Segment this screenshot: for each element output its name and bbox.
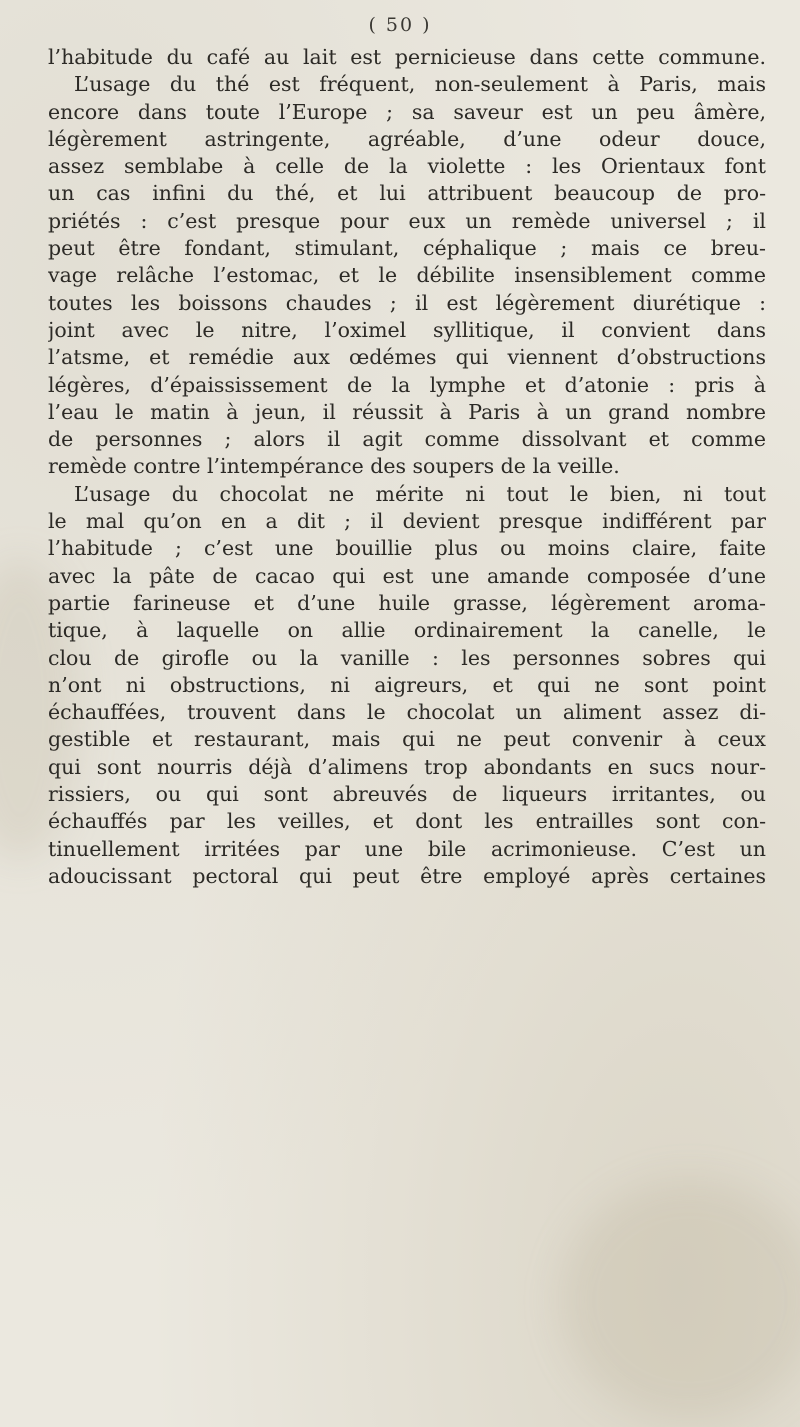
- text-line: vage relâche l’estomac, et le débilite insensiblement comme: [48, 263, 766, 288]
- text-line: l’habitude du café au lait est pernicieuse dans cette commune.: [48, 45, 766, 69]
- paragraph-chocolate: [48, 481, 766, 890]
- text-line: tique, à laquelle on allie ordinairement la canelle, le: [48, 618, 766, 643]
- text-line: échauffées, trouvent dans le chocolat un aliment assez di-: [48, 700, 766, 725]
- text-line: L’usage du thé est fréquent, non-seulement à Paris, mais: [74, 72, 766, 97]
- text-line: rissiers, ou qui sont abreuvés de liqueurs irritantes, ou: [48, 782, 766, 807]
- text-line: légèrement astringente, agréable, d’une odeur douce,: [48, 126, 766, 151]
- text-line: toutes les boissons chaudes ; il est légèrement diurétique :: [48, 290, 766, 315]
- text-line: peut être fondant, stimulant, céphalique ; mais ce breu-: [48, 236, 766, 261]
- text-line: le mal qu’on en a dit ; il devient presque indifférent par: [48, 509, 766, 534]
- text-line: priétés : c’est presque pour eux un remède universel ; il: [48, 208, 766, 233]
- text-line: de personnes ; alors il agit comme dissolvant et comme: [48, 427, 766, 452]
- text-line: l’atsme, et remédie aux œdémes qui viennent d’obstructions: [48, 345, 766, 370]
- body-text: [48, 44, 766, 890]
- text-line: gestible et restaurant, mais qui ne peut convenir à ceux: [48, 727, 766, 752]
- text-line: partie farineuse et d’une huile grasse, légèrement aroma-: [48, 590, 766, 615]
- text-line: remède contre l’intempérance des soupers de la veille.: [48, 454, 620, 479]
- text-line: l’eau le matin à jeun, il réussit à Paris à un grand nombre: [48, 399, 766, 424]
- page-number: ( 50 ): [368, 14, 432, 36]
- text-line: L’usage du chocolat ne mérite ni tout le bien, ni tout: [74, 481, 766, 506]
- text-line: encore dans toute l’Europe ; sa saveur est un peu âmère,: [48, 99, 766, 124]
- text-line: tinuellement irritées par une bile acrimonieuse. C’est un: [48, 836, 766, 861]
- text-line: légères, d’épaississement de la lymphe et d’atonie : pris à: [48, 372, 766, 397]
- text-line: assez semblabe à celle de la violette : les Orientaux font: [48, 154, 766, 179]
- text-line: qui sont nourris déjà d’alimens trop abondants en sucs nour-: [48, 754, 766, 779]
- text-line: échauffés par les veilles, et dont les entrailles sont con-: [48, 809, 766, 834]
- text-line: clou de girofle ou la vanille : les personnes sobres qui: [48, 645, 766, 670]
- text-line: joint avec le nitre, l’oximel syllitique, il convient dans: [48, 317, 766, 342]
- paper-stain: [560, 1180, 800, 1420]
- text-line: un cas infini du thé, et lui attribuent beaucoup de pro-: [48, 181, 766, 206]
- text-line: n’ont ni obstructions, ni aigreurs, et qui ne sont point: [48, 672, 766, 697]
- paragraph-tea: [48, 44, 766, 481]
- text-line: avec la pâte de cacao qui est une amande composée d’une: [48, 563, 766, 588]
- text-line: l’habitude ; c’est une bouillie plus ou moins claire, faite: [48, 536, 766, 561]
- text-line: adoucissant pectoral qui peut être employé après certaines: [48, 863, 766, 888]
